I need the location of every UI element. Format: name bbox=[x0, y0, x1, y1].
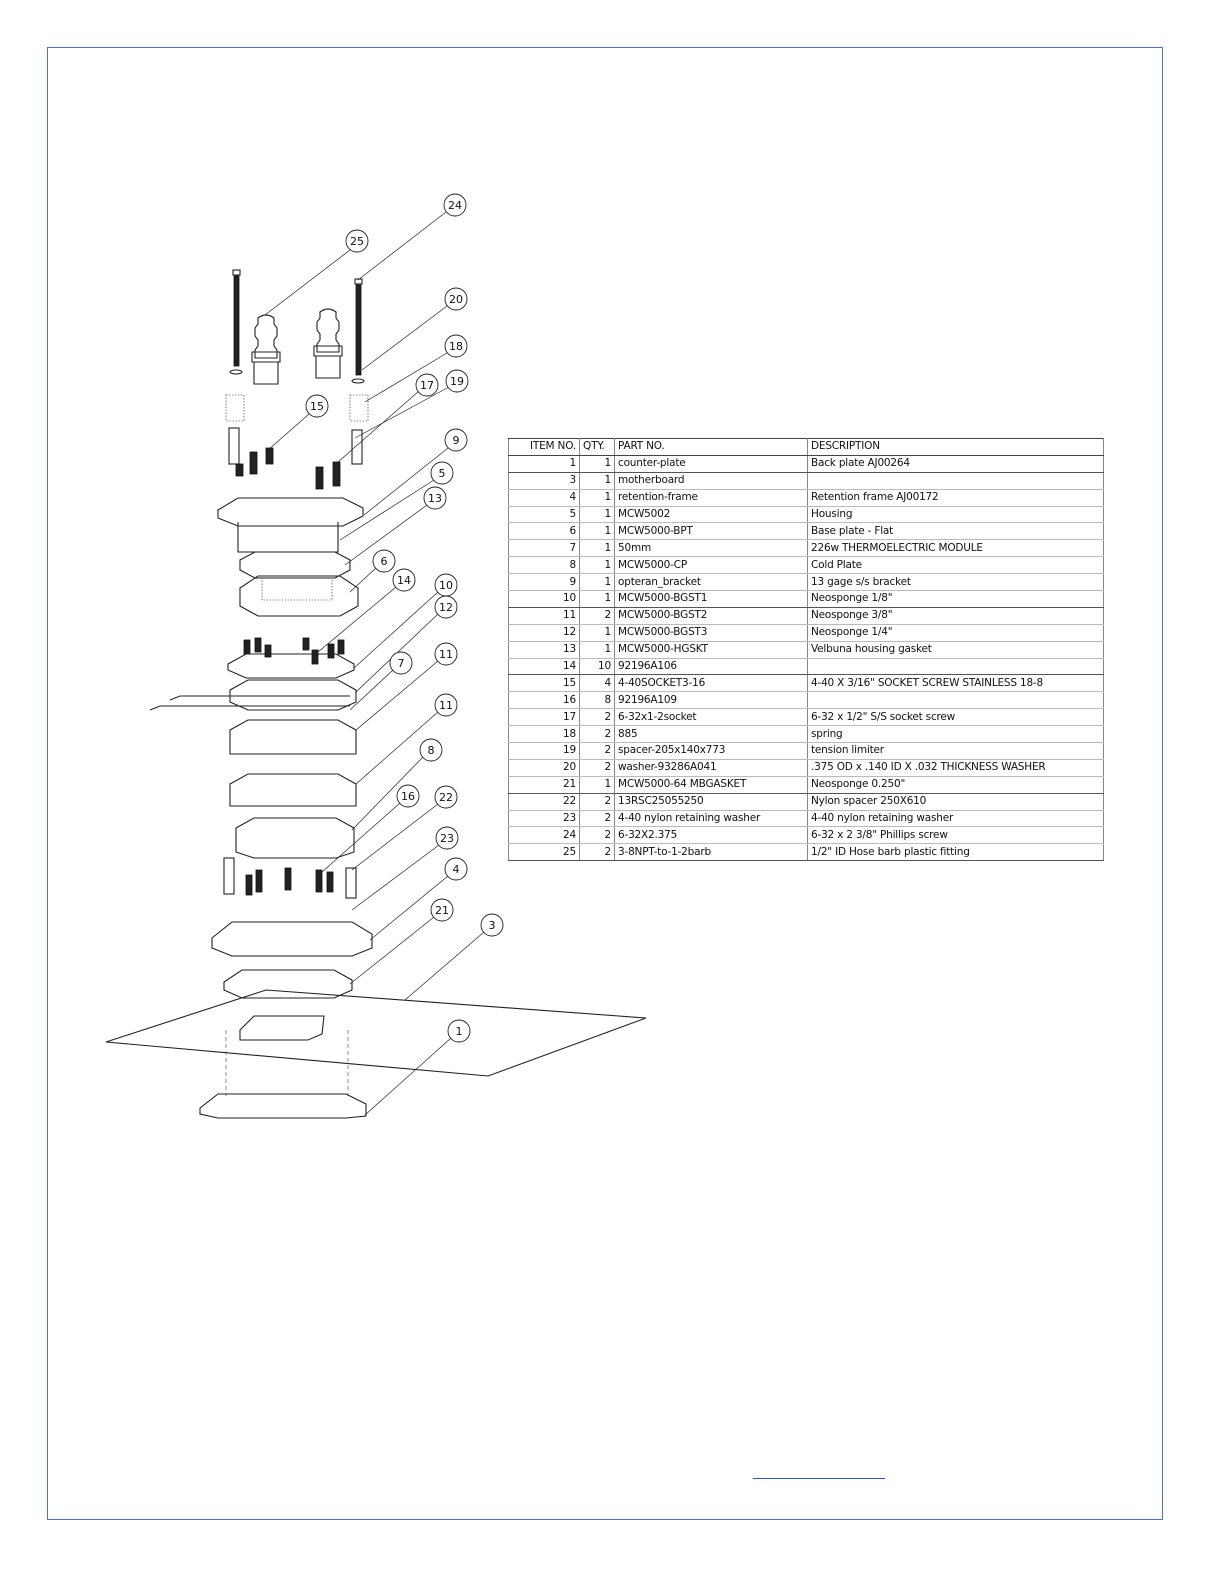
callout-21 bbox=[350, 899, 453, 984]
cell-item-no: 22 bbox=[509, 793, 580, 810]
svg-text:18: 18 bbox=[449, 340, 463, 353]
cell-item-no: 7 bbox=[509, 540, 580, 557]
cell-item-no: 15 bbox=[509, 675, 580, 692]
table-row bbox=[509, 455, 1104, 472]
cell-item-no: 5 bbox=[509, 506, 580, 523]
svg-text:24: 24 bbox=[448, 199, 462, 212]
table-row bbox=[509, 658, 1104, 675]
callout-1 bbox=[365, 1020, 470, 1115]
cell-qty: 2 bbox=[580, 827, 615, 844]
bracket-and-housing bbox=[218, 498, 363, 578]
cell-qty: 1 bbox=[580, 540, 615, 557]
header-description: DESCRIPTION bbox=[808, 439, 1104, 456]
cell-item-no: 24 bbox=[509, 827, 580, 844]
callout-17 bbox=[338, 374, 438, 462]
cell-part-no: 6-32X2.375 bbox=[615, 827, 808, 844]
cell-description: Back plate AJ00264 bbox=[808, 455, 1104, 472]
cell-part-no: MCW5000-BGST2 bbox=[615, 607, 808, 624]
cell-part-no: counter-plate bbox=[615, 455, 808, 472]
callout-25 bbox=[265, 230, 368, 315]
cell-description: 226w THERMOELECTRIC MODULE bbox=[808, 540, 1104, 557]
cell-qty: 2 bbox=[580, 709, 615, 726]
cell-qty: 1 bbox=[580, 455, 615, 472]
svg-text:6: 6 bbox=[380, 555, 388, 568]
cell-item-no: 10 bbox=[509, 591, 580, 608]
cell-qty: 1 bbox=[580, 641, 615, 658]
cell-part-no: spacer-205x140x773 bbox=[615, 743, 808, 760]
header-item-no: ITEM NO. bbox=[509, 439, 580, 456]
cell-qty: 1 bbox=[580, 776, 615, 793]
cell-part-no: MCW5000-64 MBGASKET bbox=[615, 776, 808, 793]
cell-qty: 2 bbox=[580, 607, 615, 624]
svg-text:25: 25 bbox=[350, 235, 364, 248]
hose-barb-left bbox=[252, 315, 280, 384]
gasket-stack bbox=[150, 654, 356, 806]
cell-qty: 2 bbox=[580, 759, 615, 776]
table-row bbox=[509, 776, 1104, 793]
callout-16 bbox=[322, 785, 419, 872]
cell-description: 1/2" ID Hose barb plastic fitting bbox=[808, 844, 1104, 861]
cell-qty: 1 bbox=[580, 523, 615, 540]
svg-text:19: 19 bbox=[450, 375, 464, 388]
springs bbox=[226, 395, 368, 464]
cell-description: Nylon spacer 250X610 bbox=[808, 793, 1104, 810]
motherboard-plate bbox=[106, 990, 646, 1076]
cell-description bbox=[808, 658, 1104, 675]
thermoelectric-module bbox=[240, 576, 358, 616]
cell-qty: 1 bbox=[580, 574, 615, 591]
svg-text:10: 10 bbox=[439, 579, 453, 592]
table-row bbox=[509, 557, 1104, 574]
callout-19 bbox=[355, 370, 468, 438]
header-qty: QTY. bbox=[580, 439, 615, 456]
table-row bbox=[509, 793, 1104, 810]
svg-text:15: 15 bbox=[310, 400, 324, 413]
cell-description: Velbuna housing gasket bbox=[808, 641, 1104, 658]
svg-text:1: 1 bbox=[455, 1025, 463, 1038]
long-screw-right bbox=[352, 279, 364, 383]
svg-text:16: 16 bbox=[401, 790, 415, 803]
svg-text:13: 13 bbox=[428, 492, 442, 505]
svg-text:23: 23 bbox=[440, 832, 454, 845]
cell-item-no: 23 bbox=[509, 810, 580, 827]
cell-part-no: MCW5000-BGST3 bbox=[615, 624, 808, 641]
cell-part-no: 50mm bbox=[615, 540, 808, 557]
header-part-no: PART NO. bbox=[615, 439, 808, 456]
cell-part-no: MCW5000-BGST1 bbox=[615, 591, 808, 608]
cell-qty: 2 bbox=[580, 844, 615, 861]
cell-qty: 10 bbox=[580, 658, 615, 675]
cell-description: 6-32 x 1/2" S/S socket screw bbox=[808, 709, 1104, 726]
callout-14 bbox=[318, 569, 415, 652]
svg-text:8: 8 bbox=[427, 744, 435, 757]
table-row bbox=[509, 607, 1104, 624]
callout-20 bbox=[362, 288, 467, 370]
table-row bbox=[509, 523, 1104, 540]
svg-text:17: 17 bbox=[420, 379, 434, 392]
cell-part-no: MCW5000-CP bbox=[615, 557, 808, 574]
table-row bbox=[509, 726, 1104, 743]
table-row bbox=[509, 709, 1104, 726]
cell-item-no: 11 bbox=[509, 607, 580, 624]
cell-item-no: 13 bbox=[509, 641, 580, 658]
cell-item-no: 12 bbox=[509, 624, 580, 641]
cell-item-no: 3 bbox=[509, 472, 580, 489]
svg-text:9: 9 bbox=[452, 434, 460, 447]
cell-description: Cold Plate bbox=[808, 557, 1104, 574]
callout-7 bbox=[350, 652, 412, 710]
cell-part-no: 92196A106 bbox=[615, 658, 808, 675]
cell-description: Neosponge 1/8" bbox=[808, 591, 1104, 608]
cell-item-no: 19 bbox=[509, 743, 580, 760]
cell-description: .375 OD x .140 ID X .032 THICKNESS WASHER bbox=[808, 759, 1104, 776]
cell-part-no: MCW5002 bbox=[615, 506, 808, 523]
svg-text:3: 3 bbox=[488, 919, 496, 932]
cold-plate bbox=[236, 818, 354, 858]
cell-part-no: 6-32x1-2socket bbox=[615, 709, 808, 726]
screw-cluster-upper bbox=[244, 638, 344, 664]
callout-13 bbox=[345, 487, 446, 565]
svg-text:11: 11 bbox=[439, 699, 453, 712]
svg-text:11: 11 bbox=[439, 648, 453, 661]
cell-item-no: 4 bbox=[509, 489, 580, 506]
small-socket-screws bbox=[236, 448, 340, 489]
cell-qty: 1 bbox=[580, 506, 615, 523]
table-row bbox=[509, 692, 1104, 709]
cell-description: Retention frame AJ00172 bbox=[808, 489, 1104, 506]
table-row bbox=[509, 591, 1104, 608]
cell-description bbox=[808, 692, 1104, 709]
table-row bbox=[509, 759, 1104, 776]
table-row bbox=[509, 574, 1104, 591]
footer-link-underline[interactable] bbox=[753, 1468, 885, 1479]
cell-description bbox=[808, 472, 1104, 489]
cell-qty: 1 bbox=[580, 472, 615, 489]
svg-text:5: 5 bbox=[438, 467, 446, 480]
cell-part-no: 4-40SOCKET3-16 bbox=[615, 675, 808, 692]
table-row bbox=[509, 743, 1104, 760]
table-row bbox=[509, 506, 1104, 523]
cell-description: spring bbox=[808, 726, 1104, 743]
table-row bbox=[509, 472, 1104, 489]
svg-text:12: 12 bbox=[439, 601, 453, 614]
cell-item-no: 25 bbox=[509, 844, 580, 861]
cell-item-no: 1 bbox=[509, 455, 580, 472]
cell-part-no: 13RSC25055250 bbox=[615, 793, 808, 810]
table-row bbox=[509, 641, 1104, 658]
svg-text:7: 7 bbox=[397, 657, 405, 670]
long-screw-left bbox=[230, 270, 242, 374]
svg-text:4: 4 bbox=[452, 863, 460, 876]
table-row bbox=[509, 675, 1104, 692]
cell-qty: 8 bbox=[580, 692, 615, 709]
cell-qty: 4 bbox=[580, 675, 615, 692]
cell-qty: 2 bbox=[580, 793, 615, 810]
cell-item-no: 14 bbox=[509, 658, 580, 675]
cell-item-no: 18 bbox=[509, 726, 580, 743]
cell-part-no: MCW5000-HGSKT bbox=[615, 641, 808, 658]
cell-part-no: 885 bbox=[615, 726, 808, 743]
cell-description: Housing bbox=[808, 506, 1104, 523]
cell-part-no: opteran_bracket bbox=[615, 574, 808, 591]
cell-description: 13 gage s/s bracket bbox=[808, 574, 1104, 591]
cell-part-no: MCW5000-BPT bbox=[615, 523, 808, 540]
cell-qty: 2 bbox=[580, 743, 615, 760]
table-row bbox=[509, 844, 1104, 861]
cell-part-no: 4-40 nylon retaining washer bbox=[615, 810, 808, 827]
counter-plate bbox=[200, 1030, 366, 1118]
cell-item-no: 17 bbox=[509, 709, 580, 726]
cell-part-no: 92196A109 bbox=[615, 692, 808, 709]
table-row bbox=[509, 827, 1104, 844]
table-header-row bbox=[509, 439, 1104, 456]
cell-description: 4-40 X 3/16" SOCKET SCREW STAINLESS 18-8 bbox=[808, 675, 1104, 692]
cell-qty: 1 bbox=[580, 557, 615, 574]
callout-3 bbox=[405, 914, 503, 1000]
cell-description: Neosponge 1/4" bbox=[808, 624, 1104, 641]
callout-18 bbox=[365, 335, 467, 402]
table-row bbox=[509, 489, 1104, 506]
cell-item-no: 16 bbox=[509, 692, 580, 709]
bill-of-materials-table bbox=[508, 438, 1104, 861]
cell-item-no: 9 bbox=[509, 574, 580, 591]
cell-item-no: 6 bbox=[509, 523, 580, 540]
hose-barb-right bbox=[314, 309, 342, 378]
cell-description: Base plate - Flat bbox=[808, 523, 1104, 540]
callout-23 bbox=[352, 827, 458, 910]
cell-part-no: 3-8NPT-to-1-2barb bbox=[615, 844, 808, 861]
table-row bbox=[509, 540, 1104, 557]
callout-11-lower bbox=[356, 694, 457, 784]
cell-description: Neosponge 3/8" bbox=[808, 607, 1104, 624]
cell-item-no: 21 bbox=[509, 776, 580, 793]
cell-qty: 2 bbox=[580, 726, 615, 743]
cell-qty: 1 bbox=[580, 591, 615, 608]
table-body bbox=[509, 455, 1104, 860]
svg-text:21: 21 bbox=[435, 904, 449, 917]
cell-item-no: 20 bbox=[509, 759, 580, 776]
svg-text:14: 14 bbox=[397, 574, 411, 587]
cell-part-no: retention-frame bbox=[615, 489, 808, 506]
svg-text:20: 20 bbox=[449, 293, 463, 306]
mb-gasket bbox=[224, 970, 352, 998]
table-row bbox=[509, 810, 1104, 827]
callout-24 bbox=[358, 194, 466, 280]
svg-text:22: 22 bbox=[439, 791, 453, 804]
cell-part-no: washer-93286A041 bbox=[615, 759, 808, 776]
callout-4 bbox=[370, 858, 467, 940]
cell-description: 4-40 nylon retaining washer bbox=[808, 810, 1104, 827]
cell-qty: 2 bbox=[580, 810, 615, 827]
table-row bbox=[509, 624, 1104, 641]
cell-part-no: motherboard bbox=[615, 472, 808, 489]
retention-frame-part bbox=[212, 922, 372, 956]
cell-description: tension limiter bbox=[808, 743, 1104, 760]
callout-15 bbox=[268, 395, 328, 450]
cell-qty: 1 bbox=[580, 624, 615, 641]
cell-description: Neosponge 0.250" bbox=[808, 776, 1104, 793]
screw-cluster-lower bbox=[224, 858, 356, 898]
cell-description: 6-32 x 2 3/8" Phillips screw bbox=[808, 827, 1104, 844]
cell-qty: 1 bbox=[580, 489, 615, 506]
callout-8 bbox=[352, 739, 442, 830]
cell-item-no: 8 bbox=[509, 557, 580, 574]
